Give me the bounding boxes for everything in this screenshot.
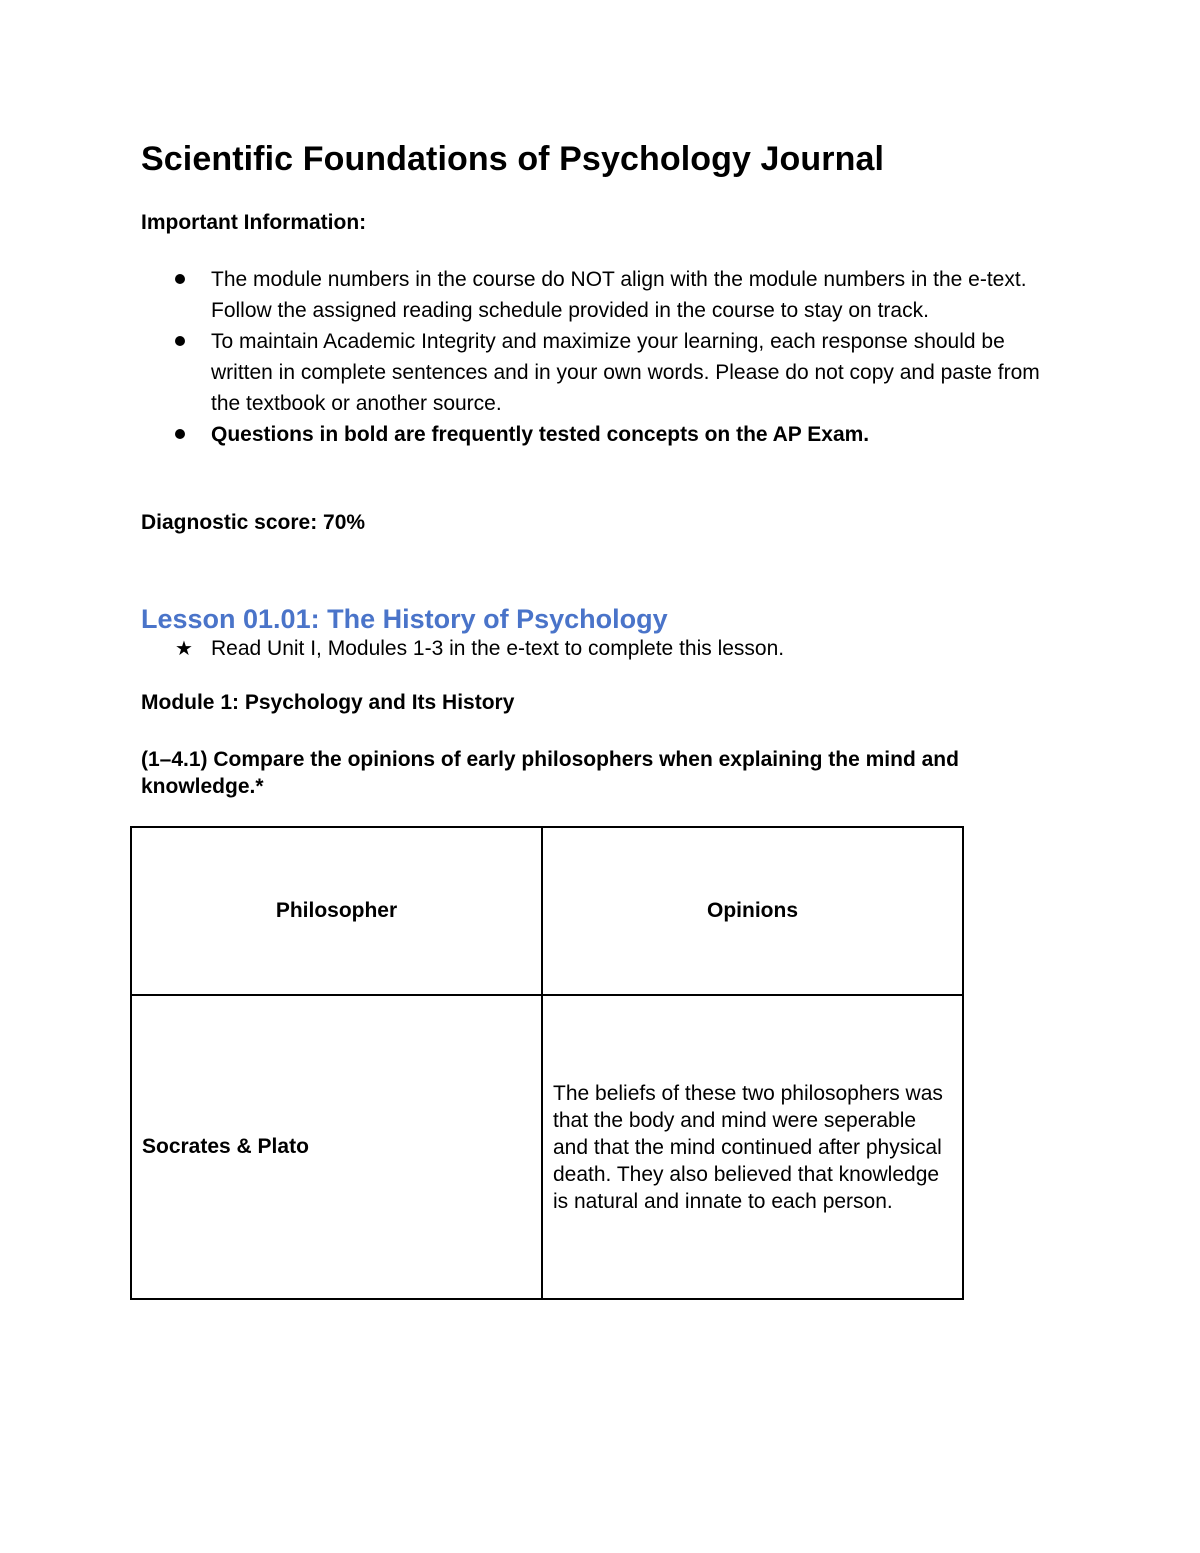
bullet-icon bbox=[175, 429, 185, 439]
question-text: (1–4.1) Compare the opinions of early philosophers when explaining the mind and knowledge.* bbox=[141, 748, 959, 798]
module-heading: Module 1: Psychology and Its History bbox=[141, 691, 515, 714]
philosopher-table bbox=[130, 826, 964, 1300]
document-title: Scientific Foundations of Psychology Journal bbox=[141, 140, 885, 178]
table-cell-opinion: The beliefs of these two philosophers was that the body and mind were seperable and that the mind continued after physical death. They also believed that knowledge is natural and innate to each person. bbox=[542, 995, 963, 1299]
table-header-philosopher: Philosopher bbox=[131, 827, 542, 995]
bullet-text: The module numbers in the course do NOT align with the module numbers in the e-text. Follow the assigned reading schedule provided in the course to stay on track. bbox=[211, 268, 1027, 322]
star-icon: ★ bbox=[175, 638, 193, 660]
diagnostic-score: Diagnostic score: 70% bbox=[141, 511, 366, 534]
bullet-icon bbox=[175, 274, 185, 284]
bullet-text: To maintain Academic Integrity and maximize your learning, each response should be written in complete sentences and in your own words. Please do not copy and paste from the textbook or another source. bbox=[211, 330, 1040, 415]
table-header-row bbox=[131, 827, 963, 995]
bullet-text: Questions in bold are frequently tested concepts on the AP Exam. bbox=[211, 423, 870, 446]
list-item bbox=[141, 419, 1061, 450]
list-item bbox=[141, 264, 1061, 326]
reading-note bbox=[141, 636, 784, 661]
important-information-list bbox=[141, 264, 1061, 450]
important-information-label: Important Information: bbox=[141, 211, 367, 234]
table-cell-philosopher: Socrates & Plato bbox=[131, 995, 542, 1299]
table-header-opinions: Opinions bbox=[542, 827, 963, 995]
table-row bbox=[131, 995, 963, 1299]
lesson-heading: Lesson 01.01: The History of Psychology bbox=[141, 604, 668, 634]
reading-note-text: Read Unit I, Modules 1-3 in the e-text to complete this lesson. bbox=[211, 637, 785, 660]
bullet-icon bbox=[175, 336, 185, 346]
list-item bbox=[141, 326, 1061, 419]
